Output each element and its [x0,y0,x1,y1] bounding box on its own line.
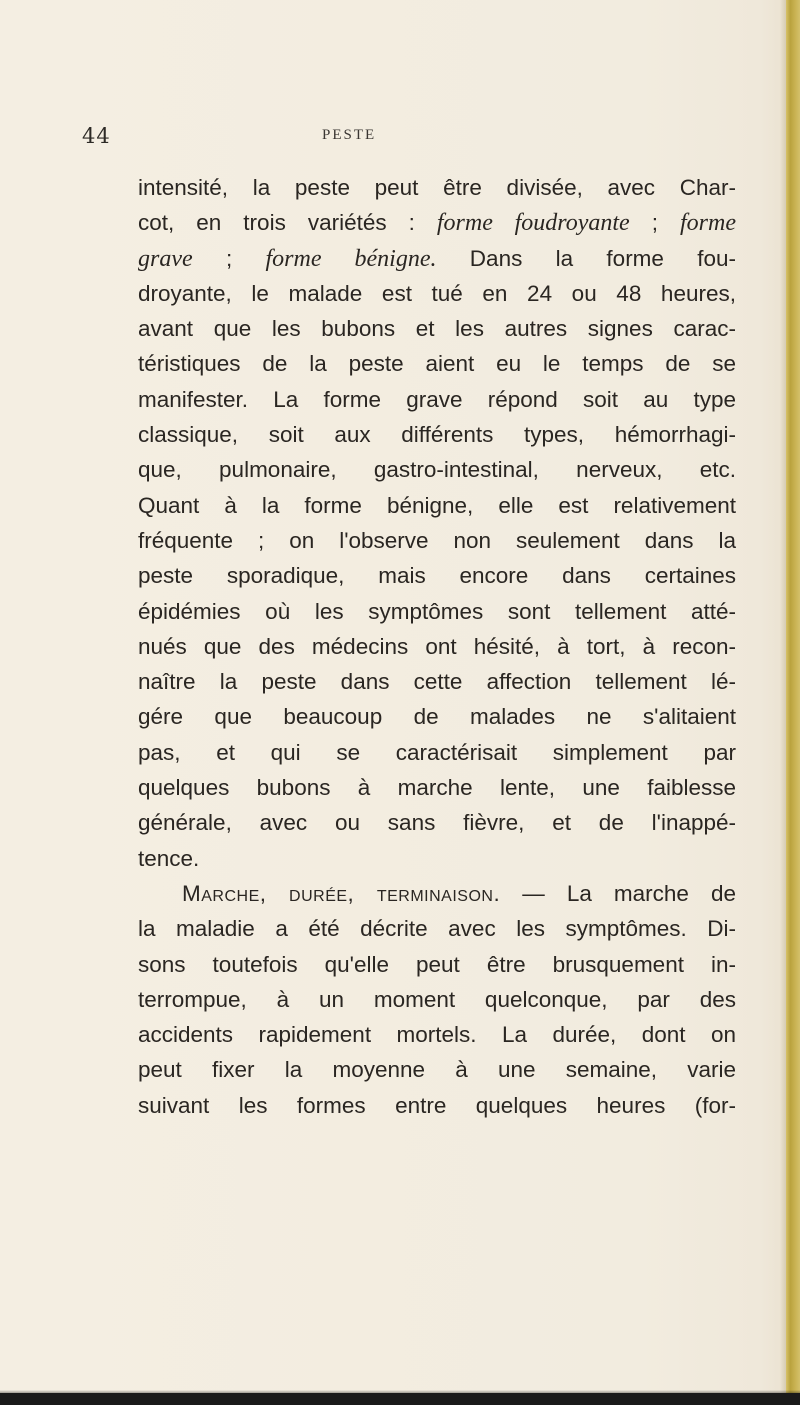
emphasis: grave [138,245,193,272]
text-line: tence. [138,845,200,871]
text-line: sons toutefois qu'elle peut être brusquement in- [138,951,736,977]
emphasis: forme bénigne. [265,245,437,272]
text-line: terrompue, à un moment quelconque, par des [138,986,736,1012]
text-line: classique, soit aux différents types, hémorrhagi- [138,422,736,448]
section-heading: Marche, durée, terminaison. [182,880,501,906]
page-header [82,124,722,164]
text-line: peste sporadique, mais encore dans certaines [138,563,736,589]
text-line: épidémies où les symptômes sont tellement atté- [138,598,736,624]
text-line: gére que beaucoup de malades ne s'alitaient [138,704,736,730]
text-line: accidents rapidement mortels. La durée, dont on [138,1022,736,1048]
text-line: manifester. La forme grave répond soit au type [138,386,736,412]
text-line: pas, et qui se caractérisait simplement par [138,739,736,765]
section-heading-line: Marche, durée, terminaison. — La marche de [182,880,736,906]
body-text [138,170,736,1123]
text-line: cot, en trois variétés : forme foudroyante ; forme [138,210,736,237]
text-line: Quant à la forme bénigne, elle est relativement [138,492,736,518]
text-line: que, pulmonaire, gastro-intestinal, nerveux, etc. [138,457,736,483]
bottom-border [0,1393,800,1405]
text-line: nués que des médecins ont hésité, à tort, à recon- [138,633,736,659]
page-edge [786,0,800,1405]
text-line: naître la peste dans cette affection tellement lé- [138,669,736,695]
text-line: téristiques de la peste aient eu le temps de se [138,351,736,377]
page-number: 44 [82,124,111,148]
emphasis: forme [679,210,736,237]
text-line: grave ; forme bénigne. Dans la forme fou- [138,245,737,272]
text-line: quelques bubons à marche lente, une faiblesse [138,775,736,801]
text-line: peut fixer la moyenne à une semaine, varie [138,1057,736,1083]
emphasis: forme foudroyante [436,210,630,237]
text-line: intensité, la peste peut être divisée, avec Char- [138,175,736,200]
text-line: suivant les formes entre quelques heures (for- [138,1092,736,1118]
text-line: générale, avec ou sans fièvre, et de l'inappé- [138,810,736,836]
text-line: droyante, le malade est tué en 24 ou 48 heures, [138,280,736,306]
text-line: la maladie a été décrite avec les symptômes. Di- [138,916,736,942]
text-line: fréquente ; on l'observe non seulement dans la [138,527,736,553]
text-line: avant que les bubons et les autres signes carac- [138,316,736,342]
running-head: PESTE [322,127,377,143]
